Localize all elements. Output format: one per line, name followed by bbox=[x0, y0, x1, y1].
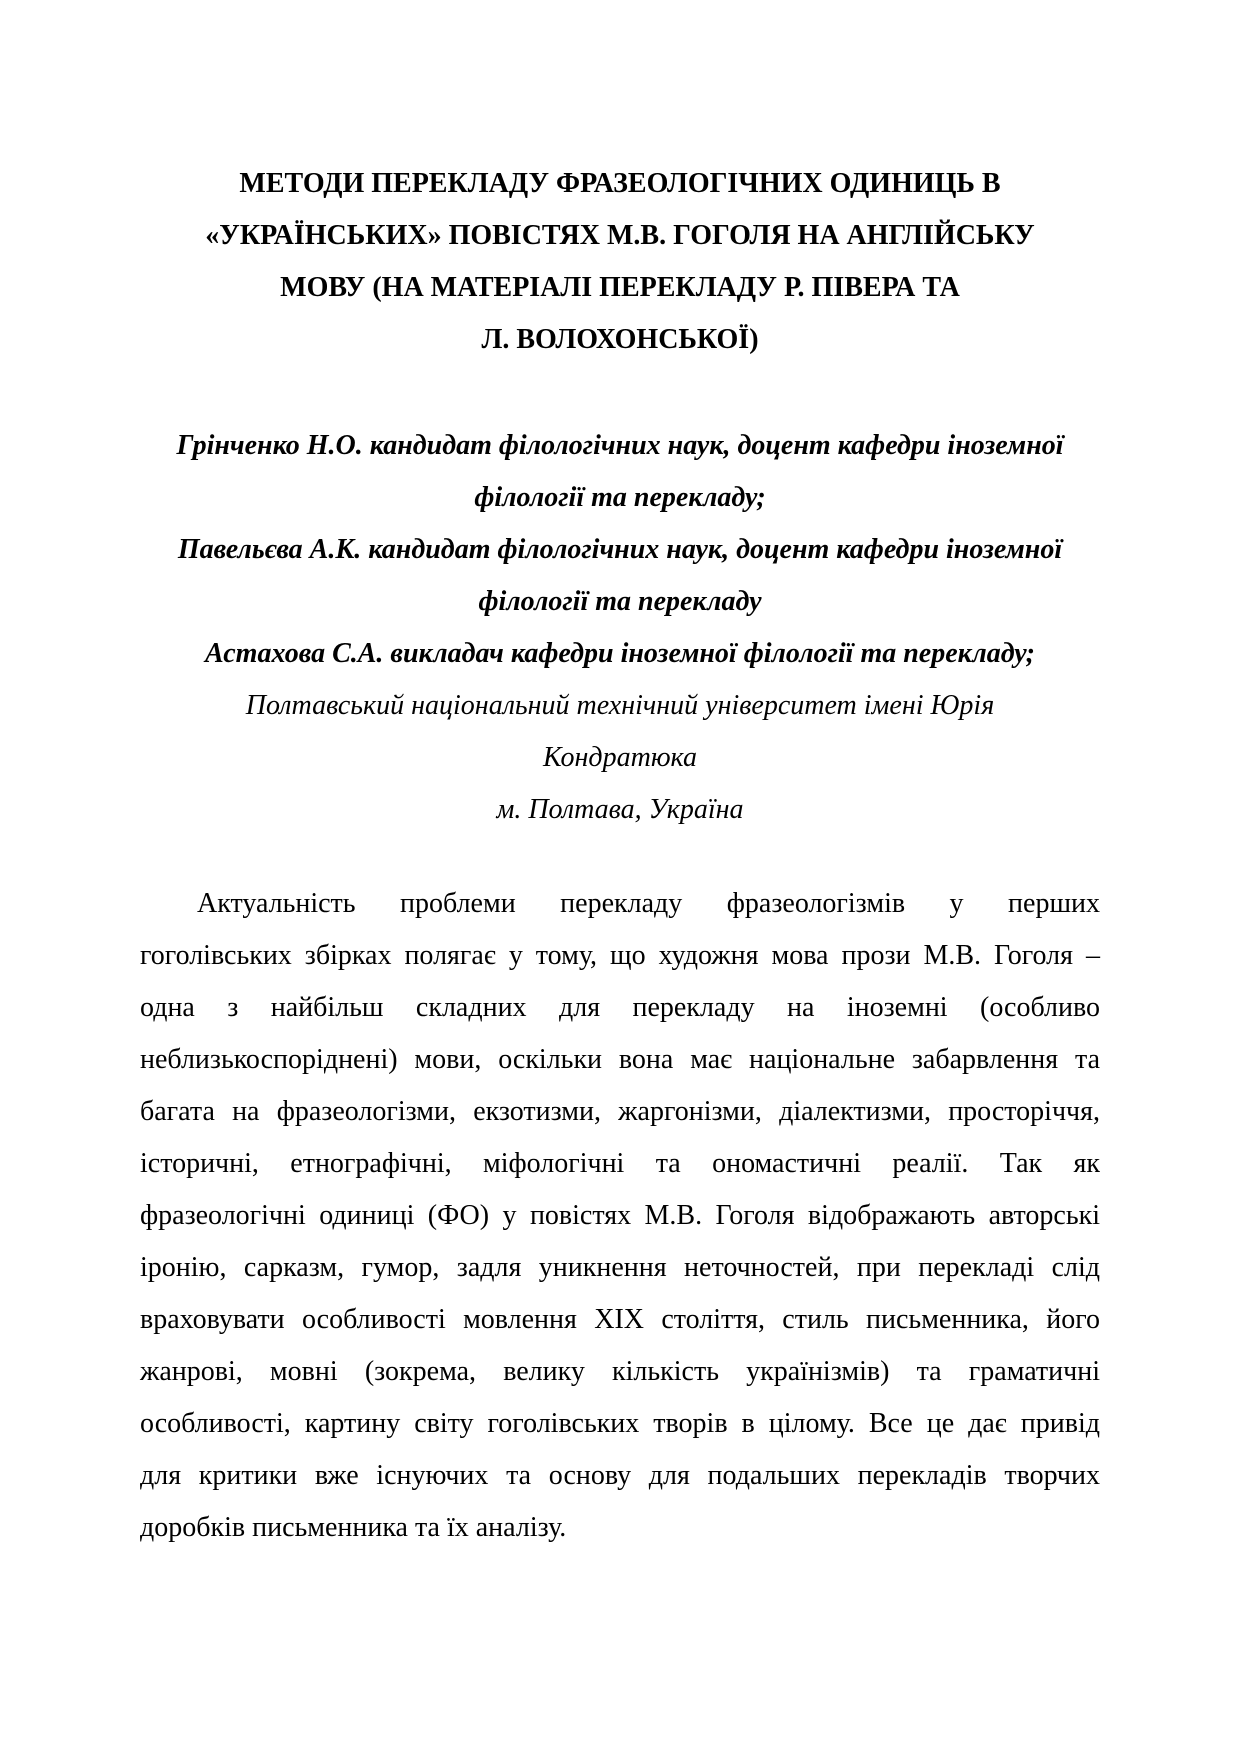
author-line: Грінченко Н.О. кандидат філологічних наук, доцент кафедри іноземної bbox=[176, 430, 1064, 461]
affiliation-line: Кондратюка bbox=[543, 742, 697, 773]
paragraph-line: враховувати особливості мовлення ХІХ століття, стиль письменника, його bbox=[140, 1304, 1100, 1335]
paragraph-line: одна з найбільш складних для перекладу на іноземні (особливо bbox=[140, 992, 1100, 1023]
paragraph-line: багата на фразеологізми, екзотизми, жаргонізми, діалектизми, просторіччя, bbox=[140, 1096, 1100, 1127]
paragraph-line: історичні, етнографічні, міфологічні та ономастичні реалії. Так як bbox=[140, 1148, 1100, 1179]
article-title bbox=[140, 158, 1100, 366]
paragraph-line: неблизькоспоріднені) мови, оскільки вона має національне забарвлення та bbox=[140, 1044, 1100, 1075]
paragraph-line: доробків письменника та їх аналізу. bbox=[140, 1512, 567, 1543]
article-title-line: Л. ВОЛОХОНСЬКОЇ) bbox=[481, 324, 759, 355]
author-line: Павельєва А.К. кандидат філологічних наук, доцент кафедри іноземної bbox=[177, 534, 1063, 565]
paragraph-line: жанрові, мовні (зокрема, велику кількість українізмів) та граматичні bbox=[140, 1356, 1100, 1387]
paragraph-line: іронію, сарказм, гумор, задля уникнення неточностей, при перекладі слід bbox=[140, 1252, 1100, 1283]
article-title-line: «УКРАЇНСЬКИХ» ПОВІСТЯХ М.В. ГОГОЛЯ НА АНГЛІЙСЬКУ bbox=[205, 220, 1035, 251]
paragraph-line: фразеологічні одиниці (ФО) у повістях М.В. Гоголя відображають авторські bbox=[140, 1200, 1100, 1231]
authors-block bbox=[140, 420, 1100, 836]
abstract-paragraph bbox=[140, 878, 1100, 1554]
paragraph-line: для критики вже існуючих та основу для подальших перекладів творчих bbox=[140, 1460, 1100, 1491]
author-line: філології та перекладу; bbox=[474, 482, 766, 513]
author-line: філології та перекладу bbox=[478, 586, 762, 617]
article-title-line: МЕТОДИ ПЕРЕКЛАДУ ФРАЗЕОЛОГІЧНИХ ОДИНИЦЬ В bbox=[239, 168, 1001, 199]
paragraph-line: особливості, картину світу гоголівських творів в цілому. Все це дає привід bbox=[140, 1408, 1100, 1439]
paragraph-line: Актуальність проблеми перекладу фразеологізмів у перших bbox=[197, 888, 1100, 919]
paragraph-line: гоголівських збірках полягає у тому, що художня мова прози М.В. Гоголя – bbox=[140, 940, 1100, 971]
author-line: Астахова С.А. викладач кафедри іноземної філології та перекладу; bbox=[205, 638, 1035, 669]
article-title-line: МОВУ (НА МАТЕРІАЛІ ПЕРЕКЛАДУ Р. ПІВЕРА ТА bbox=[280, 272, 960, 303]
location-line: м. Полтава, Україна bbox=[496, 794, 744, 825]
affiliation-line: Полтавський національний технічний університет імені Юрія bbox=[245, 690, 995, 721]
